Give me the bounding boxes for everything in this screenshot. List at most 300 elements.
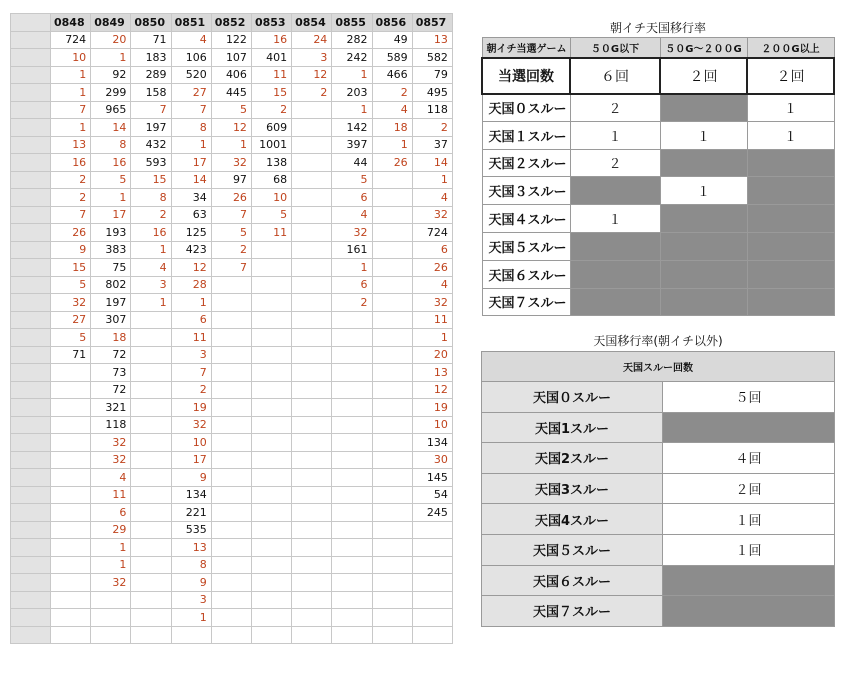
data-cell: 71 — [131, 31, 171, 49]
table-row — [11, 521, 453, 539]
data-cell — [131, 486, 171, 504]
data-cell — [292, 136, 332, 154]
data-cell — [211, 504, 251, 522]
data-cell: 37 — [412, 136, 452, 154]
empty-gray-cell — [663, 412, 835, 443]
data-cell: 4 — [131, 259, 171, 277]
through-count-cell: １回 — [663, 534, 835, 565]
column-header: 0850 — [131, 14, 171, 32]
table-row — [11, 276, 453, 294]
data-cell — [211, 399, 251, 417]
data-cell: 26 — [372, 154, 412, 172]
data-cell — [292, 591, 332, 609]
data-cell: 32 — [91, 451, 131, 469]
column-header: 0854 — [292, 14, 332, 32]
data-cell: 11 — [91, 486, 131, 504]
empty-gray-cell — [747, 205, 834, 233]
data-cell: 8 — [171, 119, 211, 137]
data-cell — [51, 364, 91, 382]
data-cell: 397 — [332, 136, 372, 154]
data-cell — [131, 329, 171, 347]
data-cell — [292, 259, 332, 277]
data-cell: 5 — [211, 224, 251, 242]
data-cell — [292, 119, 332, 137]
data-cell: 71 — [51, 346, 91, 364]
data-cell: 1 — [332, 259, 372, 277]
data-cell: 32 — [51, 294, 91, 312]
data-cell — [211, 574, 251, 592]
data-cell: 13 — [51, 136, 91, 154]
data-cell: 299 — [91, 84, 131, 102]
row-index-cell — [11, 329, 51, 347]
data-cell: 5 — [91, 171, 131, 189]
data-cell: 106 — [171, 49, 211, 67]
column-header: 0849 — [91, 14, 131, 32]
data-cell — [332, 346, 372, 364]
row-index-cell — [11, 556, 51, 574]
through-label: 天国５スルー — [482, 534, 663, 565]
data-cell: 122 — [211, 31, 251, 49]
empty-gray-cell — [570, 232, 660, 260]
through-label: 天国７スルー — [482, 596, 663, 627]
data-cell: 7 — [131, 101, 171, 119]
data-cell — [332, 311, 372, 329]
data-cell: 1 — [412, 329, 452, 347]
data-cell: 183 — [131, 49, 171, 67]
row-index-cell — [11, 119, 51, 137]
data-cell — [251, 469, 291, 487]
data-cell: 7 — [211, 206, 251, 224]
table-row — [11, 469, 453, 487]
data-cell — [332, 626, 372, 644]
data-cell: 242 — [332, 49, 372, 67]
data-cell: 1 — [91, 539, 131, 557]
data-cell — [171, 626, 211, 644]
data-cell: 32 — [412, 294, 452, 312]
data-cell: 34 — [171, 189, 211, 207]
data-cell: 520 — [171, 66, 211, 84]
data-cell: 7 — [51, 206, 91, 224]
data-cell — [332, 381, 372, 399]
data-cell — [51, 521, 91, 539]
data-cell: 13 — [412, 364, 452, 382]
data-cell — [372, 434, 412, 452]
data-cell — [372, 346, 412, 364]
empty-gray-cell — [663, 565, 835, 596]
data-cell: 6 — [91, 504, 131, 522]
data-cell — [292, 556, 332, 574]
column-header: 0852 — [211, 14, 251, 32]
data-cell: 14 — [171, 171, 211, 189]
row-index-cell — [11, 346, 51, 364]
empty-gray-cell — [570, 288, 660, 316]
through-label: 天国３スルー — [482, 177, 570, 205]
data-cell: 8 — [171, 556, 211, 574]
data-cell: 2 — [211, 241, 251, 259]
data-cell: 445 — [211, 84, 251, 102]
data-cell: 138 — [251, 154, 291, 172]
table-row — [11, 206, 453, 224]
data-cell — [251, 539, 291, 557]
row-index-cell — [11, 609, 51, 627]
row-index-cell — [11, 416, 51, 434]
through-row — [482, 232, 834, 260]
data-cell: 724 — [412, 224, 452, 242]
row-index-cell — [11, 469, 51, 487]
data-cell — [372, 469, 412, 487]
data-cell — [51, 556, 91, 574]
table-row — [11, 346, 453, 364]
data-cell — [251, 504, 291, 522]
data-cell: 1 — [372, 136, 412, 154]
data-cell — [251, 434, 291, 452]
data-cell — [292, 434, 332, 452]
table-row — [11, 416, 453, 434]
row-index-cell — [11, 451, 51, 469]
data-cell — [131, 556, 171, 574]
through-row — [482, 260, 834, 288]
row-index-cell — [11, 259, 51, 277]
data-cell: 1 — [91, 189, 131, 207]
row-index-cell — [11, 294, 51, 312]
table-row — [11, 101, 453, 119]
data-cell: 9 — [51, 241, 91, 259]
data-cell: 1 — [131, 241, 171, 259]
row-index-cell — [11, 521, 51, 539]
data-cell: 145 — [412, 469, 452, 487]
grid-header-row — [11, 14, 453, 32]
win-count-row — [482, 58, 834, 94]
data-cell — [51, 469, 91, 487]
data-cell — [211, 521, 251, 539]
data-cell — [251, 451, 291, 469]
table-row — [11, 311, 453, 329]
data-cell: 1 — [51, 119, 91, 137]
through-label: 天国2スルー — [482, 443, 663, 474]
data-cell: 4 — [332, 206, 372, 224]
through-count-cell: ２回 — [663, 473, 835, 504]
data-cell — [251, 486, 291, 504]
through-label: 天国７スルー — [482, 288, 570, 316]
data-cell — [292, 329, 332, 347]
through-label: 天国６スルー — [482, 260, 570, 288]
win-count-value: ２回 — [747, 58, 834, 94]
data-cell: 16 — [251, 31, 291, 49]
data-cell — [51, 381, 91, 399]
data-cell — [332, 556, 372, 574]
data-cell: 29 — [91, 521, 131, 539]
data-cell — [332, 504, 372, 522]
data-cell — [412, 591, 452, 609]
data-cell — [131, 346, 171, 364]
other-table-title: 天国移行率(朝イチ以外) — [593, 334, 723, 348]
data-cell — [131, 574, 171, 592]
data-cell — [372, 399, 412, 417]
morning-rate-table — [481, 37, 835, 316]
data-cell — [51, 451, 91, 469]
data-cell: 9 — [171, 469, 211, 487]
data-cell — [372, 609, 412, 627]
data-cell — [372, 294, 412, 312]
data-cell — [372, 381, 412, 399]
data-cell — [332, 399, 372, 417]
data-cell: 30 — [412, 451, 452, 469]
through-row — [482, 473, 835, 504]
data-cell: 5 — [332, 171, 372, 189]
data-cell: 7 — [171, 364, 211, 382]
data-cell: 10 — [251, 189, 291, 207]
data-cell — [292, 399, 332, 417]
data-cell — [332, 609, 372, 627]
table-row — [11, 294, 453, 312]
data-cell: 10 — [51, 49, 91, 67]
data-cell — [412, 539, 452, 557]
table-row — [11, 591, 453, 609]
data-cell — [131, 504, 171, 522]
data-cell: 73 — [91, 364, 131, 382]
row-index-cell — [11, 154, 51, 172]
data-cell: 724 — [51, 31, 91, 49]
data-cell — [131, 311, 171, 329]
data-cell: 1 — [332, 66, 372, 84]
table-row — [11, 399, 453, 417]
data-cell: 63 — [171, 206, 211, 224]
data-cell — [251, 626, 291, 644]
empty-gray-cell — [747, 149, 834, 177]
data-cell — [131, 591, 171, 609]
data-cell — [292, 486, 332, 504]
data-cell: 17 — [171, 154, 211, 172]
morning-table-title: 朝イチ天国移行率 — [609, 21, 706, 35]
data-cell — [131, 539, 171, 557]
data-cell: 495 — [412, 84, 452, 102]
row-index-cell — [11, 206, 51, 224]
data-cell — [211, 469, 251, 487]
through-label: 天国０スルー — [482, 94, 570, 122]
data-cell: 24 — [292, 31, 332, 49]
table-row — [11, 451, 453, 469]
data-cell — [292, 241, 332, 259]
through-count-cell: ２ — [570, 94, 660, 122]
data-cell: 11 — [412, 311, 452, 329]
data-cell: 6 — [332, 189, 372, 207]
data-cell: 11 — [171, 329, 211, 347]
row-index-cell — [11, 66, 51, 84]
data-cell: 15 — [51, 259, 91, 277]
table-row — [11, 556, 453, 574]
through-label: 天国1スルー — [482, 412, 663, 443]
through-row — [482, 94, 834, 122]
row-index-cell — [11, 224, 51, 242]
data-cell — [51, 416, 91, 434]
table-row — [11, 31, 453, 49]
data-cell: 16 — [131, 224, 171, 242]
data-grid — [10, 13, 453, 644]
data-cell — [251, 609, 291, 627]
data-cell: 2 — [412, 119, 452, 137]
data-cell: 28 — [171, 276, 211, 294]
row-index-cell — [11, 434, 51, 452]
data-cell: 20 — [91, 31, 131, 49]
data-cell — [292, 539, 332, 557]
data-cell: 75 — [91, 259, 131, 277]
data-cell — [292, 626, 332, 644]
data-cell: 1 — [171, 136, 211, 154]
empty-gray-cell — [663, 596, 835, 627]
data-cell: 92 — [91, 66, 131, 84]
row-index-cell — [11, 399, 51, 417]
data-cell: 193 — [91, 224, 131, 242]
empty-gray-cell — [660, 149, 747, 177]
table-row — [11, 189, 453, 207]
data-cell: 4 — [412, 189, 452, 207]
data-cell: 802 — [91, 276, 131, 294]
data-cell: 107 — [211, 49, 251, 67]
data-cell — [91, 591, 131, 609]
data-cell — [372, 276, 412, 294]
data-cell — [251, 399, 291, 417]
data-cell: 20 — [412, 346, 452, 364]
row-index-cell — [11, 486, 51, 504]
data-cell — [292, 224, 332, 242]
data-cell: 8 — [131, 189, 171, 207]
data-cell: 2 — [332, 294, 372, 312]
data-cell — [131, 451, 171, 469]
win-count-label: 当選回数 — [482, 58, 570, 94]
through-label: 天国4スルー — [482, 504, 663, 535]
data-cell: 197 — [91, 294, 131, 312]
data-cell — [332, 434, 372, 452]
data-cell: 17 — [171, 451, 211, 469]
data-cell — [251, 521, 291, 539]
data-cell: 1 — [211, 136, 251, 154]
row-index-cell — [11, 381, 51, 399]
data-cell — [372, 241, 412, 259]
data-cell: 401 — [251, 49, 291, 67]
data-cell: 72 — [91, 381, 131, 399]
data-cell — [131, 364, 171, 382]
row-index-cell — [11, 31, 51, 49]
data-cell — [332, 486, 372, 504]
data-cell — [332, 451, 372, 469]
row-index-cell — [11, 241, 51, 259]
data-cell — [372, 364, 412, 382]
through-row — [482, 205, 834, 233]
data-cell: 161 — [332, 241, 372, 259]
data-cell: 16 — [51, 154, 91, 172]
data-cell — [131, 626, 171, 644]
through-row — [482, 534, 835, 565]
data-cell — [211, 626, 251, 644]
empty-gray-cell — [660, 260, 747, 288]
data-cell: 2 — [131, 206, 171, 224]
row-index-cell — [11, 504, 51, 522]
data-cell — [372, 311, 412, 329]
table-row — [11, 84, 453, 102]
through-row — [482, 177, 834, 205]
table-row — [11, 504, 453, 522]
win-count-value: ６回 — [570, 58, 660, 94]
data-cell — [332, 574, 372, 592]
data-cell — [251, 416, 291, 434]
data-cell: 32 — [171, 416, 211, 434]
data-cell — [292, 101, 332, 119]
data-cell: 97 — [211, 171, 251, 189]
empty-gray-cell — [660, 94, 747, 122]
data-cell: 3 — [171, 591, 211, 609]
through-count-cell: ４回 — [663, 443, 835, 474]
through-count-cell: １ — [660, 121, 747, 149]
empty-gray-cell — [570, 260, 660, 288]
morning-header-col3: ２００G以上 — [747, 38, 834, 58]
data-cell — [251, 329, 291, 347]
data-cell: 1 — [91, 556, 131, 574]
data-cell: 535 — [171, 521, 211, 539]
data-cell: 142 — [332, 119, 372, 137]
data-cell — [292, 294, 332, 312]
other-header: 天国スルー回数 — [482, 352, 835, 382]
data-cell: 118 — [91, 416, 131, 434]
data-cell — [251, 259, 291, 277]
data-cell: 1 — [332, 101, 372, 119]
data-cell: 158 — [131, 84, 171, 102]
data-cell: 7 — [211, 259, 251, 277]
data-cell — [211, 381, 251, 399]
data-cell: 466 — [372, 66, 412, 84]
data-cell — [292, 364, 332, 382]
data-cell: 8 — [91, 136, 131, 154]
data-cell — [372, 451, 412, 469]
data-cell — [372, 206, 412, 224]
data-cell — [251, 591, 291, 609]
table-row — [11, 609, 453, 627]
data-cell: 1 — [91, 49, 131, 67]
data-cell: 2 — [292, 84, 332, 102]
empty-gray-cell — [660, 205, 747, 233]
data-cell: 79 — [412, 66, 452, 84]
data-cell — [332, 416, 372, 434]
data-cell — [332, 521, 372, 539]
data-cell: 12 — [292, 66, 332, 84]
data-cell: 32 — [91, 434, 131, 452]
data-cell: 134 — [412, 434, 452, 452]
data-cell: 3 — [131, 276, 171, 294]
data-cell: 68 — [251, 171, 291, 189]
morning-header-col1: ５０G以下 — [570, 38, 660, 58]
through-count-cell: ５回 — [663, 382, 835, 413]
column-header: 0855 — [332, 14, 372, 32]
data-cell — [211, 556, 251, 574]
data-cell — [211, 434, 251, 452]
through-label: 天国５スルー — [482, 232, 570, 260]
data-cell — [251, 346, 291, 364]
through-row — [482, 504, 835, 535]
data-cell: 1 — [51, 84, 91, 102]
data-cell: 593 — [131, 154, 171, 172]
data-cell: 245 — [412, 504, 452, 522]
data-cell: 4 — [171, 31, 211, 49]
through-count-cell: １ — [747, 121, 834, 149]
data-cell — [51, 626, 91, 644]
data-cell — [251, 294, 291, 312]
data-cell — [251, 241, 291, 259]
column-header: 0851 — [171, 14, 211, 32]
data-cell: 589 — [372, 49, 412, 67]
data-cell: 12 — [412, 381, 452, 399]
row-index-cell — [11, 189, 51, 207]
data-cell: 197 — [131, 119, 171, 137]
data-cell: 13 — [412, 31, 452, 49]
